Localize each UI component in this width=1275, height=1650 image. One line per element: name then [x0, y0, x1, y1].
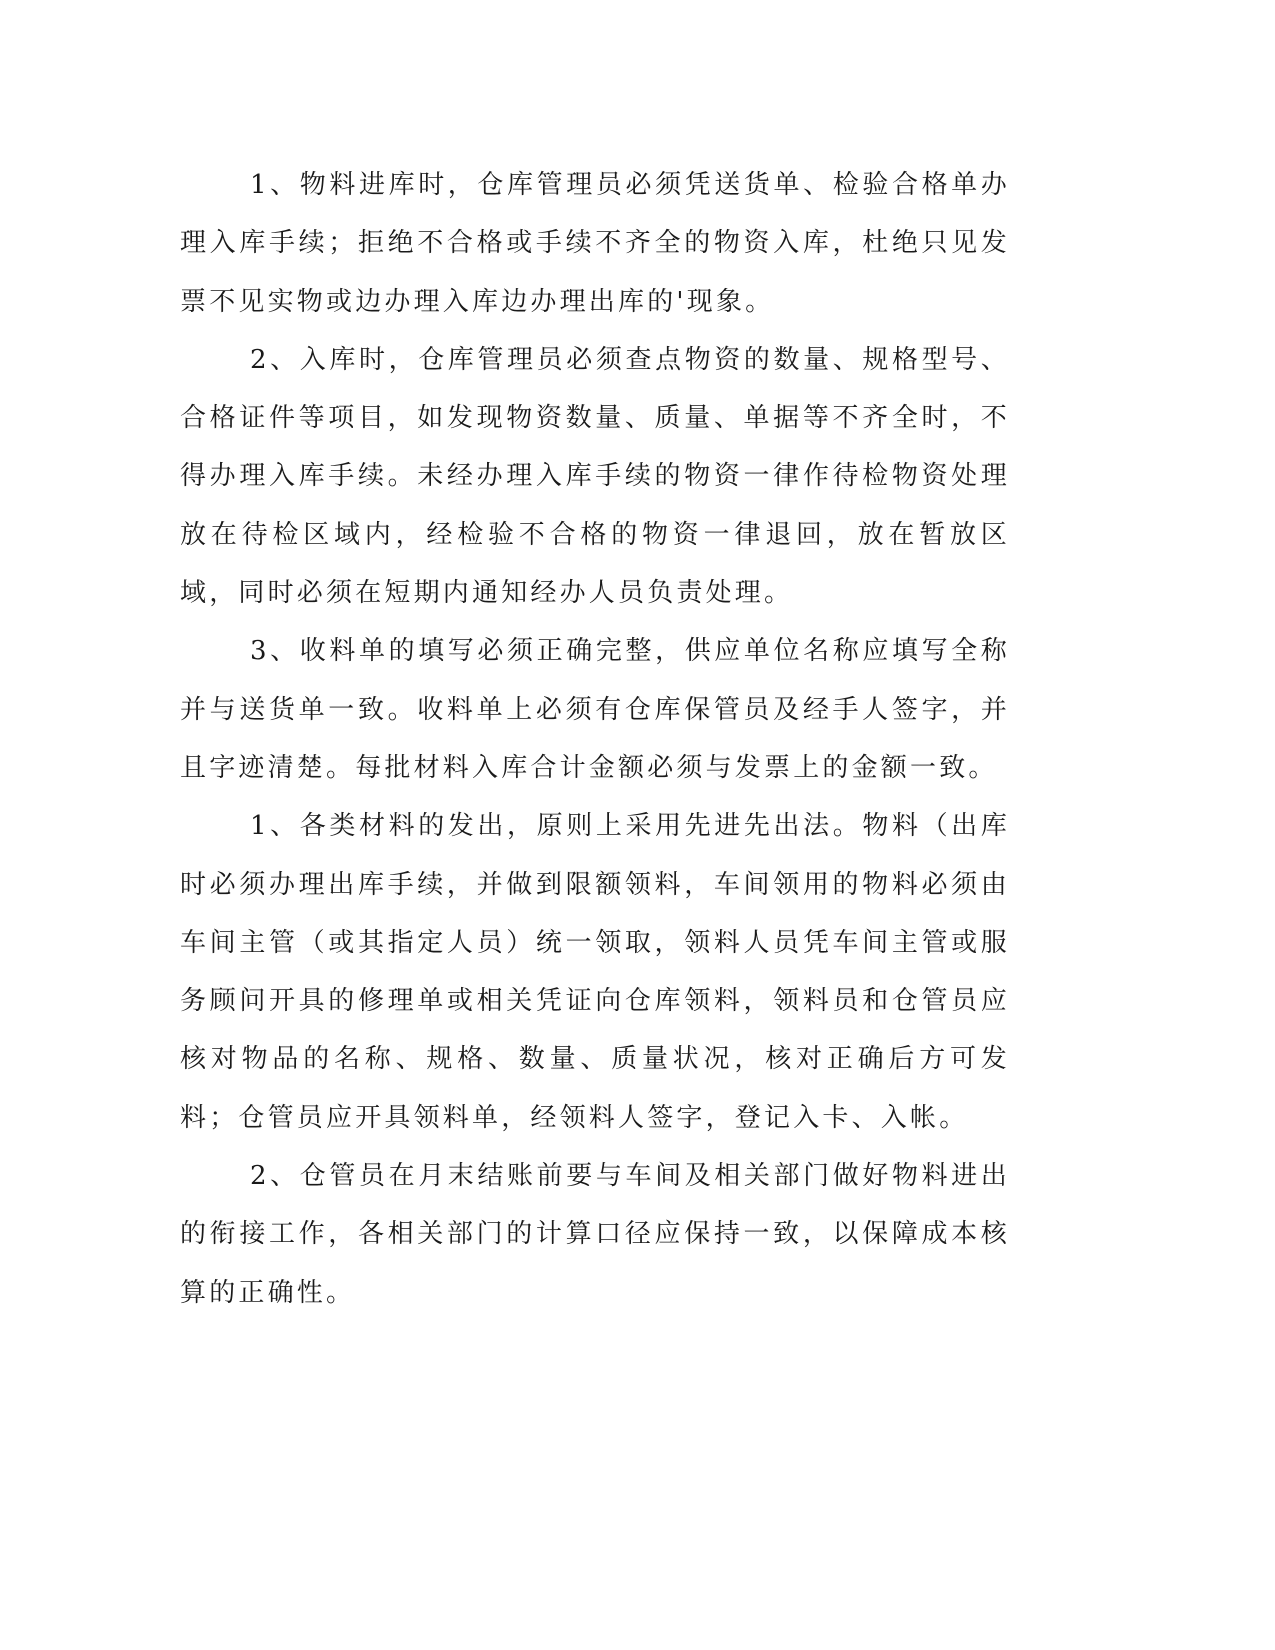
paragraph-inbound-inspection: 2、入库时，仓库管理员必须查点物资的数量、规格型号、合格证件等项目，如发现物资数量、质量、单据等不齐全时，不得办理入库手续。未经办理入库手续的物资一律作待检物资处理放在待检区域内，经检验不合格的物资一律退回，放在暂放区域，同时必须在短期内通知经办人员负责处理。: [180, 344, 1010, 609]
paragraph-month-end: 2、仓管员在月末结账前要与车间及相关部门做好物料进出的衔接工作，各相关部门的计算口径应保持一致，以保障成本核算的正确性。: [180, 1161, 1010, 1308]
document-body: [180, 156, 1010, 1322]
paragraph-material-issue: 1、各类材料的发出，原则上采用先进先出法。物料（出库时必须办理出库手续，并做到限额领料，车间领用的物料必须由车间主管（或其指定人员）统一领取，领料人员凭车间主管或服务顾问开具的修理单或相关凭证向仓库领料，领料员和仓管员应核对物品的名称、规格、数量、质量状况，核对正确后方可发料；仓管员应开具领料单，经领料人签字，登记入卡、入帐。: [180, 811, 1010, 1133]
paragraph-inbound-documents: 1、物料进库时，仓库管理员必须凭送货单、检验合格单办理入库手续；拒绝不合格或手续不齐全的物资入库，杜绝只见发票不见实物或边办理入库边办理出库的'现象。: [180, 170, 1010, 317]
paragraph-receipt-form: 3、收料单的填写必须正确完整，供应单位名称应填写全称并与送货单一致。收料单上必须有仓库保管员及经手人签字，并且字迹清楚。每批材料入库合计金额必须与发票上的金额一致。: [180, 636, 1010, 783]
